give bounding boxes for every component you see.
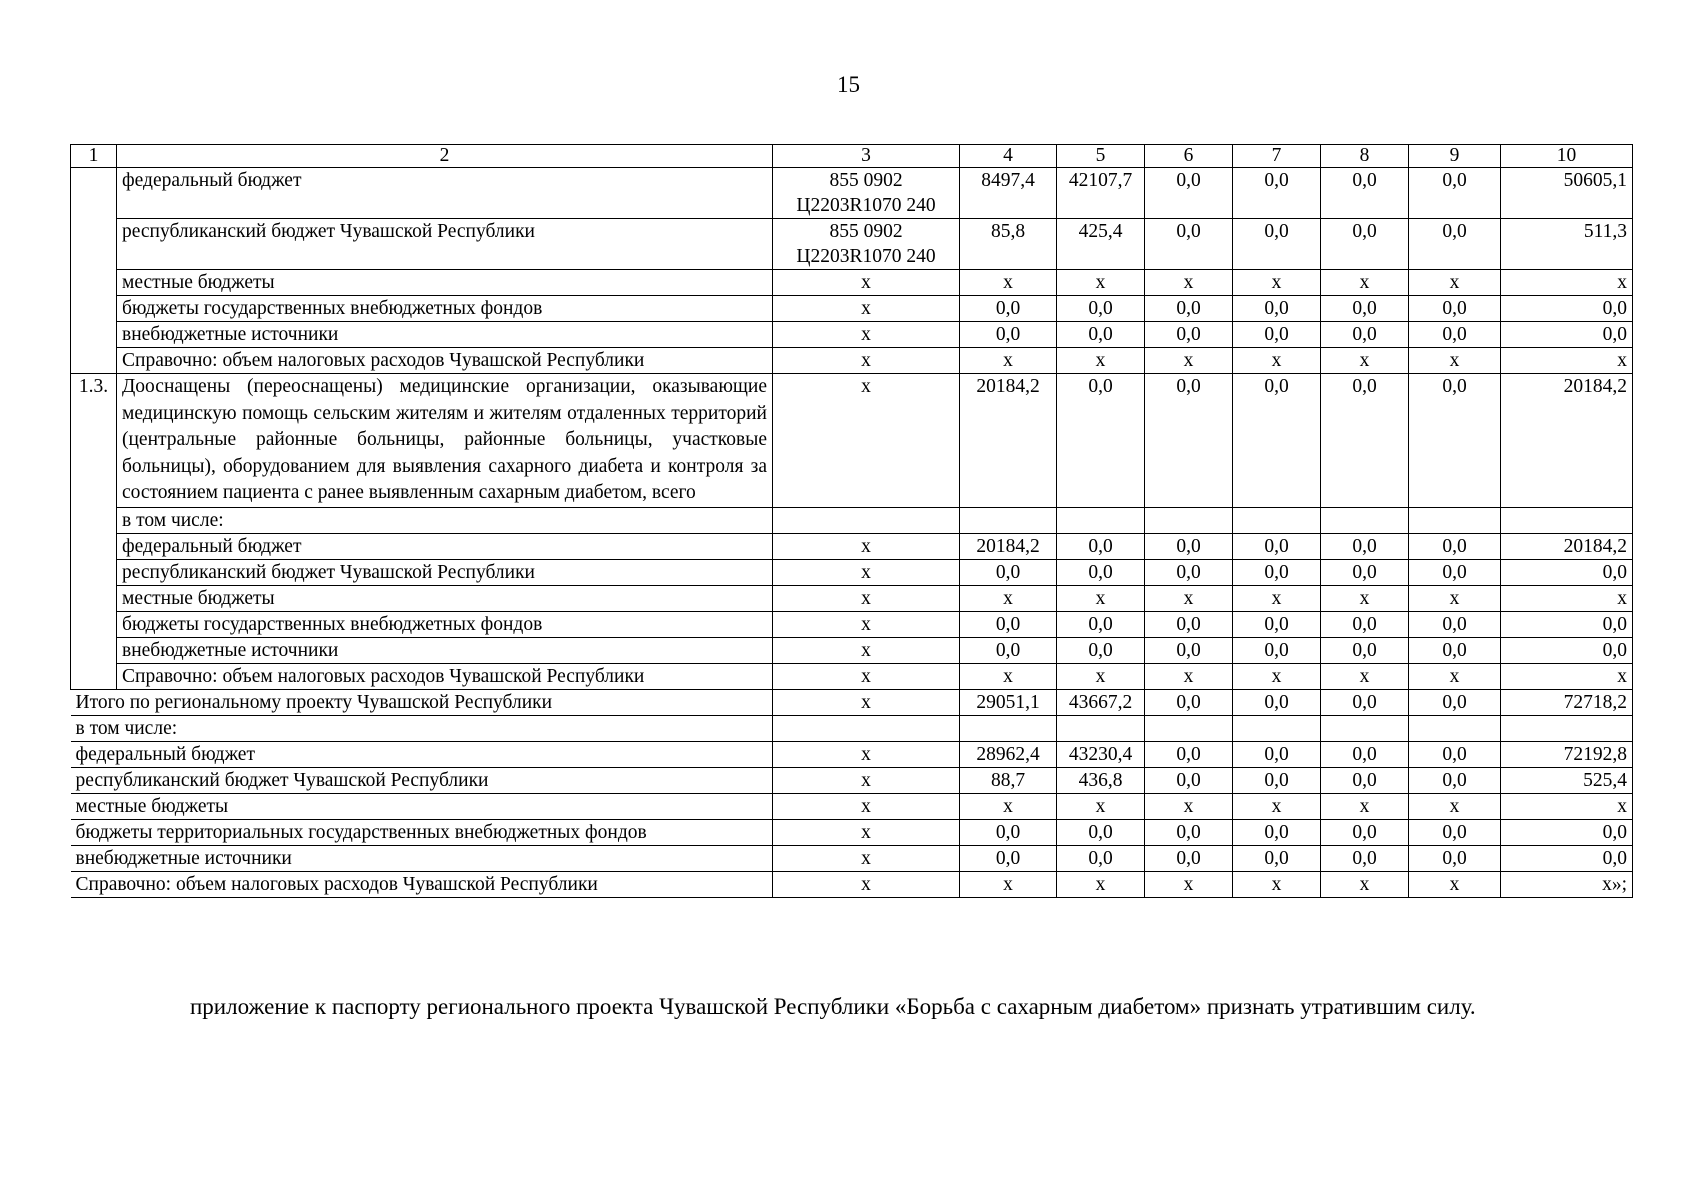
source-label: Справочно: объем налоговых расходов Чувашской Республики bbox=[117, 348, 773, 374]
source-label: внебюджетные источники bbox=[117, 637, 773, 663]
value-cell: 0,0 bbox=[1233, 741, 1321, 767]
value-cell: 0,0 bbox=[1409, 611, 1501, 637]
budget-code: x bbox=[773, 819, 960, 845]
value-cell: 0,0 bbox=[1233, 322, 1321, 348]
budget-code: x bbox=[773, 637, 960, 663]
value-cell: 0,0 bbox=[1409, 533, 1501, 559]
table-row bbox=[71, 871, 1633, 897]
source-label: бюджеты территориальных государственных внебюджетных фондов bbox=[71, 819, 773, 845]
value-cell: 43667,2 bbox=[1057, 689, 1145, 715]
value-cell: 0,0 bbox=[1057, 296, 1145, 322]
column-number: 2 bbox=[117, 145, 773, 168]
value-cell: x bbox=[1057, 270, 1145, 296]
empty-cell bbox=[773, 715, 960, 741]
budget-table bbox=[70, 144, 1633, 898]
budget-code: x bbox=[773, 559, 960, 585]
value-cell: x bbox=[1409, 348, 1501, 374]
value-cell: 0,0 bbox=[1501, 322, 1633, 348]
table-row bbox=[71, 322, 1633, 348]
value-cell: 20184,2 bbox=[1501, 533, 1633, 559]
empty-cell bbox=[1145, 507, 1233, 533]
column-number: 10 bbox=[1501, 145, 1633, 168]
value-cell: x bbox=[1409, 663, 1501, 689]
value-cell: x bbox=[1233, 270, 1321, 296]
source-label: республиканский бюджет Чувашской Республики bbox=[117, 559, 773, 585]
budget-code: x bbox=[773, 611, 960, 637]
value-cell: 0,0 bbox=[1409, 819, 1501, 845]
value-cell: 0,0 bbox=[1321, 168, 1409, 219]
value-cell: x bbox=[1321, 348, 1409, 374]
value-cell: x bbox=[1057, 663, 1145, 689]
empty-cell bbox=[1321, 715, 1409, 741]
value-cell: x bbox=[1409, 793, 1501, 819]
value-cell: 0,0 bbox=[960, 611, 1057, 637]
subheading: в том числе: bbox=[71, 715, 773, 741]
column-number: 9 bbox=[1409, 145, 1501, 168]
value-cell: 0,0 bbox=[960, 637, 1057, 663]
value-cell: 0,0 bbox=[1057, 819, 1145, 845]
table-row bbox=[71, 168, 1633, 219]
value-cell: 525,4 bbox=[1501, 767, 1633, 793]
value-cell: 0,0 bbox=[1409, 296, 1501, 322]
budget-code: x bbox=[773, 793, 960, 819]
value-cell: 0,0 bbox=[1409, 322, 1501, 348]
value-cell: 436,8 bbox=[1057, 767, 1145, 793]
source-label: федеральный бюджет bbox=[71, 741, 773, 767]
value-cell: 0,0 bbox=[1057, 374, 1145, 508]
value-cell: x bbox=[960, 663, 1057, 689]
value-cell: 0,0 bbox=[1321, 296, 1409, 322]
table-row bbox=[71, 533, 1633, 559]
value-cell: 425,4 bbox=[1057, 219, 1145, 270]
value-cell: x bbox=[1145, 793, 1233, 819]
value-cell: 72192,8 bbox=[1501, 741, 1633, 767]
total-label: Итого по региональному проекту Чувашской Республики bbox=[71, 689, 773, 715]
value-cell: 0,0 bbox=[960, 322, 1057, 348]
source-label: бюджеты государственных внебюджетных фондов bbox=[117, 611, 773, 637]
value-cell: 0,0 bbox=[1233, 219, 1321, 270]
value-cell: 0,0 bbox=[1145, 611, 1233, 637]
value-cell: x bbox=[1057, 348, 1145, 374]
page-number: 15 bbox=[837, 72, 860, 97]
value-cell: 511,3 bbox=[1501, 219, 1633, 270]
table-row bbox=[71, 845, 1633, 871]
empty-cell bbox=[1321, 507, 1409, 533]
empty-cell bbox=[1145, 715, 1233, 741]
value-cell: 0,0 bbox=[1145, 374, 1233, 508]
item-number: 1.3. bbox=[71, 374, 117, 690]
source-label: республиканский бюджет Чувашской Республики bbox=[71, 767, 773, 793]
empty-cell bbox=[1409, 715, 1501, 741]
empty-cell bbox=[960, 507, 1057, 533]
value-cell: 0,0 bbox=[1233, 637, 1321, 663]
value-cell: 0,0 bbox=[1145, 689, 1233, 715]
value-cell: 0,0 bbox=[1057, 322, 1145, 348]
value-cell: 0,0 bbox=[1233, 611, 1321, 637]
value-cell: 0,0 bbox=[1145, 168, 1233, 219]
value-cell: 88,7 bbox=[960, 767, 1057, 793]
budget-code: x bbox=[773, 767, 960, 793]
empty-cell bbox=[1233, 507, 1321, 533]
value-cell: 0,0 bbox=[1409, 559, 1501, 585]
column-number: 8 bbox=[1321, 145, 1409, 168]
value-cell: 0,0 bbox=[1501, 611, 1633, 637]
value-cell: x bbox=[1409, 270, 1501, 296]
value-cell: 20184,2 bbox=[960, 533, 1057, 559]
value-cell: x bbox=[1233, 348, 1321, 374]
table-row bbox=[71, 819, 1633, 845]
value-cell: x bbox=[1233, 663, 1321, 689]
value-cell: x bbox=[960, 348, 1057, 374]
item-description: Дооснащены (переоснащены) медицинские организации, оказывающие медицинскую помощь сельским жителям и жителям отдаленных территорий (центральные районные больницы, районные больницы, участковые больницы), оборудованием для выявления сахарного диабета и контроля за состоянием пациента с ранее выявленным сахарным диабетом, всего bbox=[117, 374, 773, 508]
value-cell: 20184,2 bbox=[960, 374, 1057, 508]
value-cell: 28962,4 bbox=[960, 741, 1057, 767]
column-number: 4 bbox=[960, 145, 1057, 168]
value-cell: 0,0 bbox=[1145, 845, 1233, 871]
budget-code: x bbox=[773, 374, 960, 508]
table-row bbox=[71, 611, 1633, 637]
value-cell: x bbox=[1321, 585, 1409, 611]
table-row bbox=[71, 585, 1633, 611]
value-cell: 0,0 bbox=[1409, 741, 1501, 767]
source-label: республиканский бюджет Чувашской Республики bbox=[117, 219, 773, 270]
column-number: 3 bbox=[773, 145, 960, 168]
value-cell: 0,0 bbox=[1321, 611, 1409, 637]
value-cell: 0,0 bbox=[1409, 689, 1501, 715]
value-cell: 43230,4 bbox=[1057, 741, 1145, 767]
table-row bbox=[71, 507, 1633, 533]
value-cell: 0,0 bbox=[1321, 559, 1409, 585]
value-cell: 0,0 bbox=[1321, 689, 1409, 715]
value-cell: x bbox=[1409, 585, 1501, 611]
column-number: 5 bbox=[1057, 145, 1145, 168]
empty-cell bbox=[1057, 507, 1145, 533]
value-cell: 29051,1 bbox=[960, 689, 1057, 715]
table-row bbox=[71, 219, 1633, 270]
empty-cell bbox=[960, 715, 1057, 741]
value-cell: 0,0 bbox=[960, 819, 1057, 845]
value-cell: x bbox=[1233, 871, 1321, 897]
value-cell: 0,0 bbox=[1145, 819, 1233, 845]
value-cell: 0,0 bbox=[1321, 374, 1409, 508]
total-row bbox=[71, 689, 1633, 715]
value-cell: 0,0 bbox=[960, 845, 1057, 871]
empty-cell bbox=[1501, 715, 1633, 741]
value-cell: x bbox=[1321, 270, 1409, 296]
value-cell: 0,0 bbox=[1409, 767, 1501, 793]
budget-code: x bbox=[773, 348, 960, 374]
value-cell: 0,0 bbox=[1321, 322, 1409, 348]
value-cell: 0,0 bbox=[1233, 767, 1321, 793]
value-cell: x bbox=[960, 270, 1057, 296]
value-cell: 0,0 bbox=[1233, 559, 1321, 585]
header-row bbox=[71, 145, 1633, 168]
value-cell: x bbox=[1501, 585, 1633, 611]
budget-code: 855 0902 Ц2203R1070 240 bbox=[773, 219, 960, 270]
table-row bbox=[71, 296, 1633, 322]
value-cell: x bbox=[1145, 663, 1233, 689]
budget-code: x bbox=[773, 689, 960, 715]
value-cell: 0,0 bbox=[1145, 533, 1233, 559]
table-row bbox=[71, 637, 1633, 663]
item-number bbox=[71, 168, 117, 374]
value-cell: 85,8 bbox=[960, 219, 1057, 270]
table-row bbox=[71, 559, 1633, 585]
value-cell: x bbox=[1409, 871, 1501, 897]
value-cell: 0,0 bbox=[1145, 741, 1233, 767]
value-cell: 0,0 bbox=[1501, 296, 1633, 322]
value-cell: x bbox=[1057, 871, 1145, 897]
value-cell: x bbox=[1145, 871, 1233, 897]
table-row bbox=[71, 793, 1633, 819]
value-cell: 0,0 bbox=[1321, 219, 1409, 270]
value-cell: x bbox=[960, 871, 1057, 897]
value-cell: 0,0 bbox=[1145, 296, 1233, 322]
value-cell: 0,0 bbox=[1501, 819, 1633, 845]
table-row bbox=[71, 348, 1633, 374]
value-cell: x bbox=[1321, 871, 1409, 897]
value-cell: 0,0 bbox=[960, 559, 1057, 585]
value-cell: 0,0 bbox=[1233, 819, 1321, 845]
value-cell: x bbox=[1145, 585, 1233, 611]
value-cell: 0,0 bbox=[1057, 611, 1145, 637]
value-cell: x bbox=[1321, 793, 1409, 819]
value-cell: 50605,1 bbox=[1501, 168, 1633, 219]
value-cell: x bbox=[1233, 585, 1321, 611]
value-cell: 0,0 bbox=[1501, 637, 1633, 663]
table-row bbox=[71, 715, 1633, 741]
value-cell: 0,0 bbox=[1057, 845, 1145, 871]
value-cell: x bbox=[960, 585, 1057, 611]
table-row bbox=[71, 767, 1633, 793]
column-number: 1 bbox=[71, 145, 117, 168]
empty-cell bbox=[1409, 507, 1501, 533]
source-label: внебюджетные источники bbox=[71, 845, 773, 871]
column-number: 7 bbox=[1233, 145, 1321, 168]
value-cell: 0,0 bbox=[1321, 767, 1409, 793]
value-cell: 0,0 bbox=[1321, 741, 1409, 767]
value-cell: 0,0 bbox=[960, 296, 1057, 322]
value-cell: 0,0 bbox=[1233, 533, 1321, 559]
value-cell: 0,0 bbox=[1409, 845, 1501, 871]
source-label: федеральный бюджет bbox=[117, 168, 773, 219]
value-cell: 0,0 bbox=[1409, 219, 1501, 270]
value-cell: 0,0 bbox=[1409, 637, 1501, 663]
value-cell: 0,0 bbox=[1321, 819, 1409, 845]
empty-cell bbox=[1233, 715, 1321, 741]
value-cell: x bbox=[1145, 348, 1233, 374]
value-cell: 72718,2 bbox=[1501, 689, 1633, 715]
column-number: 6 bbox=[1145, 145, 1233, 168]
source-label: Справочно: объем налоговых расходов Чувашской Республики bbox=[117, 663, 773, 689]
value-cell: x bbox=[1233, 793, 1321, 819]
budget-code: x bbox=[773, 845, 960, 871]
budget-code: x bbox=[773, 871, 960, 897]
value-cell: x bbox=[960, 793, 1057, 819]
value-cell: 0,0 bbox=[1233, 374, 1321, 508]
closing-paragraph: приложение к паспорту регионального проекта Чувашской Республики «Борьба с сахарным диабетом» признать утратившим силу. bbox=[190, 994, 1476, 1019]
value-cell: x bbox=[1057, 585, 1145, 611]
budget-code: x bbox=[773, 270, 960, 296]
value-cell: x bbox=[1321, 663, 1409, 689]
value-cell: x»; bbox=[1501, 871, 1633, 897]
value-cell: x bbox=[1501, 270, 1633, 296]
budget-code: x bbox=[773, 296, 960, 322]
value-cell: x bbox=[1501, 348, 1633, 374]
value-cell: 0,0 bbox=[1057, 533, 1145, 559]
value-cell: 0,0 bbox=[1057, 559, 1145, 585]
value-cell: 0,0 bbox=[1321, 845, 1409, 871]
value-cell: 0,0 bbox=[1057, 637, 1145, 663]
value-cell: 0,0 bbox=[1145, 637, 1233, 663]
budget-code: x bbox=[773, 741, 960, 767]
value-cell: 0,0 bbox=[1233, 168, 1321, 219]
value-cell: 42107,7 bbox=[1057, 168, 1145, 219]
source-label: местные бюджеты bbox=[117, 585, 773, 611]
value-cell: 0,0 bbox=[1321, 637, 1409, 663]
value-cell: 0,0 bbox=[1145, 219, 1233, 270]
budget-code: x bbox=[773, 533, 960, 559]
table-row bbox=[71, 663, 1633, 689]
value-cell: 0,0 bbox=[1409, 374, 1501, 508]
value-cell: x bbox=[1057, 793, 1145, 819]
table-row bbox=[71, 270, 1633, 296]
budget-code: 855 0902 Ц2203R1070 240 bbox=[773, 168, 960, 219]
value-cell: 8497,4 bbox=[960, 168, 1057, 219]
value-cell: 0,0 bbox=[1501, 845, 1633, 871]
budget-code: x bbox=[773, 585, 960, 611]
value-cell: 0,0 bbox=[1409, 168, 1501, 219]
source-label: Справочно: объем налоговых расходов Чувашской Республики bbox=[71, 871, 773, 897]
value-cell: 0,0 bbox=[1145, 322, 1233, 348]
budget-code: x bbox=[773, 663, 960, 689]
value-cell: x bbox=[1145, 270, 1233, 296]
source-label: федеральный бюджет bbox=[117, 533, 773, 559]
value-cell: 0,0 bbox=[1501, 559, 1633, 585]
subheading: в том числе: bbox=[117, 507, 773, 533]
budget-code: x bbox=[773, 322, 960, 348]
value-cell: 0,0 bbox=[1145, 767, 1233, 793]
source-label: внебюджетные источники bbox=[117, 322, 773, 348]
value-cell: 0,0 bbox=[1233, 845, 1321, 871]
empty-cell bbox=[1057, 715, 1145, 741]
value-cell: 0,0 bbox=[1233, 689, 1321, 715]
value-cell: x bbox=[1501, 793, 1633, 819]
value-cell: 0,0 bbox=[1233, 296, 1321, 322]
table-row bbox=[71, 374, 1633, 508]
table-row bbox=[71, 741, 1633, 767]
empty-cell bbox=[773, 507, 960, 533]
empty-cell bbox=[1501, 507, 1633, 533]
source-label: бюджеты государственных внебюджетных фондов bbox=[117, 296, 773, 322]
source-label: местные бюджеты bbox=[71, 793, 773, 819]
value-cell: 0,0 bbox=[1321, 533, 1409, 559]
source-label: местные бюджеты bbox=[117, 270, 773, 296]
value-cell: 0,0 bbox=[1145, 559, 1233, 585]
value-cell: x bbox=[1501, 663, 1633, 689]
value-cell: 20184,2 bbox=[1501, 374, 1633, 508]
